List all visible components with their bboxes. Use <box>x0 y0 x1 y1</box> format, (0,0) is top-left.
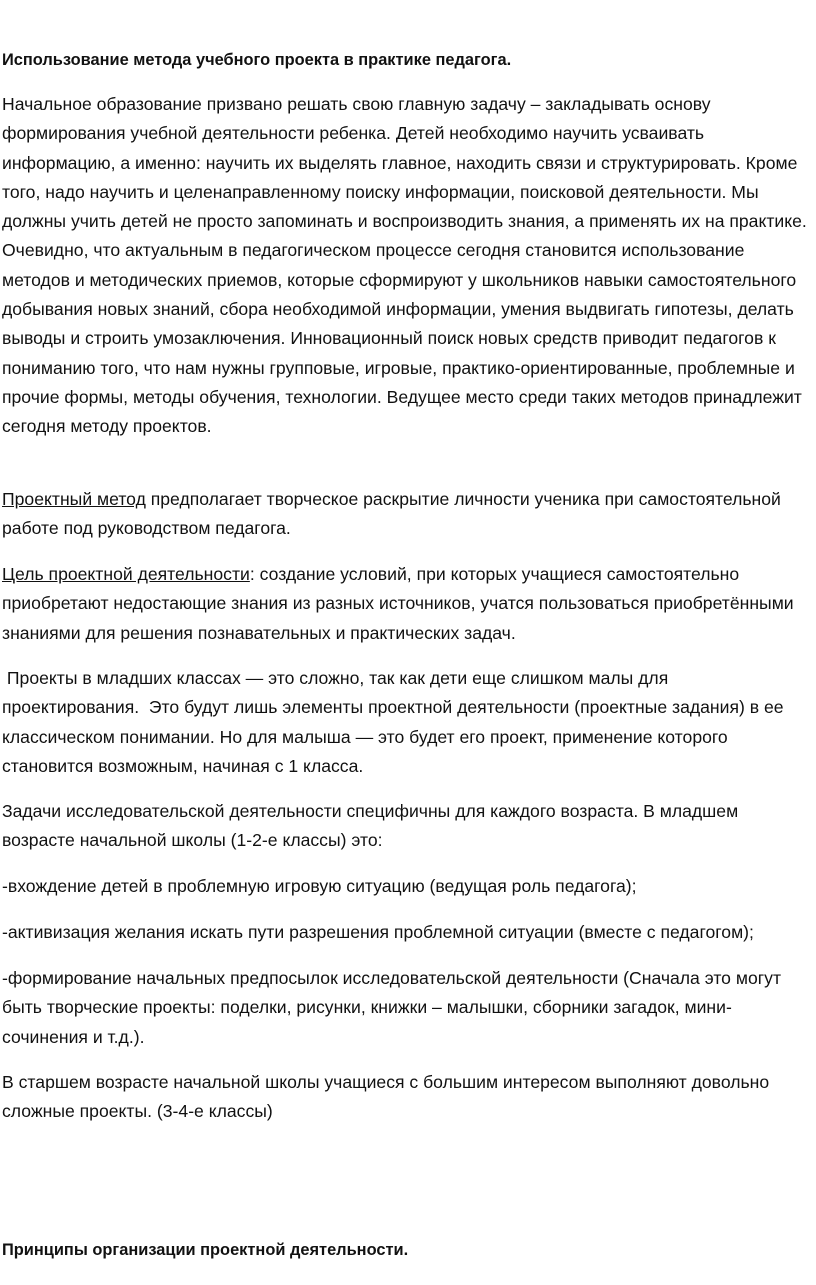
project-method-definition: предполагает творческое раскрытие личности ученика при самостоятельной работе под руководством педагога. <box>2 489 781 539</box>
project-method-term: Проектный метод <box>2 489 146 509</box>
senior-projects-paragraph: В старшем возрасте начальной школы учащиеся с большим интересом выполняют довольно сложные проекты. (3-4-е классы) <box>2 1072 770 1122</box>
project-goal-paragraph <box>2 560 810 648</box>
intro-paragraph: Начальное образование призвано решать свою главную задачу – закладывать основу формирования учебной деятельности ребенка. Детей необходимо научить усваивать информацию, а именно: научить их выделять главное, находить связи и структурировать. Кроме того, надо научить и целенаправленному поиску информации, поисковой деятельности. Мы должны учить детей не просто запоминать и воспроизводить знания, а применять их на практике. Очевидно, что актуальным в педагогическом процессе сегодня становится использование методов и методических приемов, которые сформируют у школьников навыки самостоятельного добывания новых знаний, сбора необходимой информации, умения выдвигать гипотезы, делать выводы и строить умозаключения. Инновационный поиск новых средств приводит педагогов к пониманию того, что нам нужны групповые, игровые, практико-ориентированные, проблемные и прочие формы, методы обучения, технологии. Ведущее место среди таких методов принадлежит сегодня методу проектов. <box>2 94 807 437</box>
project-goal-term: Цель проектной деятельности <box>2 564 250 584</box>
project-goal-definition: : создание условий, при которых учащиеся самостоятельно приобретают недостающие знания из разных источников, учатся пользоваться приобретёнными знаниями для решения познавательных и практических задач. <box>2 564 794 643</box>
tasks-intro-paragraph: Задачи исследовательской деятельности специфичны для каждого возраста. В младшем возрасте начальной школы (1-2-е классы) это: <box>2 801 739 851</box>
principles-heading: Принципы организации проектной деятельности. <box>2 1241 409 1259</box>
task-item: -активизация желания искать пути разрешения проблемной ситуации (вместе с педагогом); <box>2 922 754 942</box>
project-method-paragraph <box>2 485 810 544</box>
junior-projects-paragraph: Проекты в младших классах — это сложно, так как дети еще слишком малы для проектирования. Это будут лишь элементы проектной деятельности (проектные задания) в ее классическом понимании. Но для малыша — это будет его проект, применение которого становится возможным, начиная с 1 класса. <box>2 668 789 776</box>
task-item: -вхождение детей в проблемную игровую ситуацию (ведущая роль педагога); <box>2 876 637 896</box>
task-item: -формирование начальных предпосылок исследовательской деятельности (Сначала это могут быть творческие проекты: поделки, рисунки, книжки – малышки, сборники загадок, мини-сочинения и т.д.). <box>2 968 782 1047</box>
document-title: Использование метода учебного проекта в практике педагога. <box>2 51 512 69</box>
